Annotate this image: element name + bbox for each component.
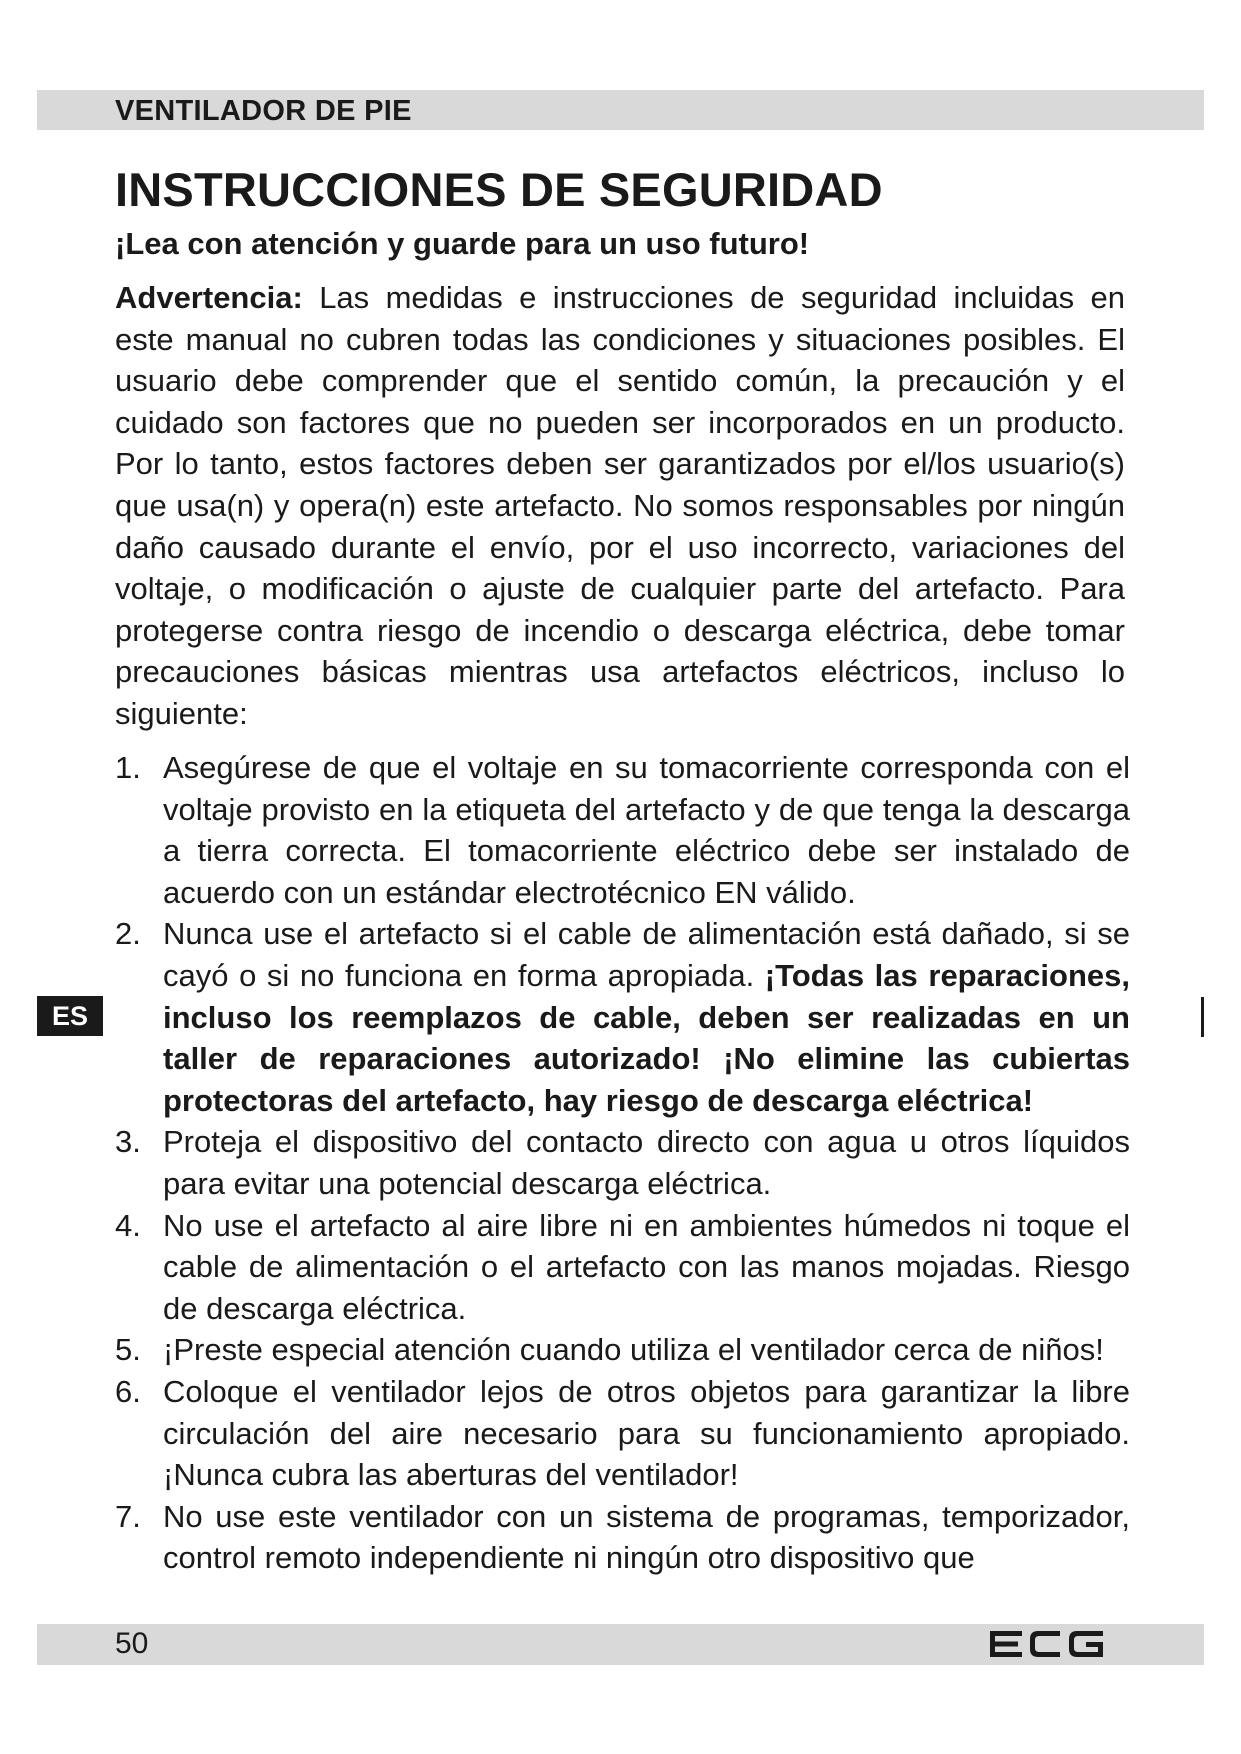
list-item-number: 1. (115, 750, 141, 785)
list-item-text: Asegúrese de que el voltaje en su tomacorriente corresponda con el voltaje provisto en la etiqueta del artefacto y de que tenga la descarga a tierra correcta. El tomacorriente eléctrico debe ser instalado de acuerdo con un estándar electrotécnico EN válido. (163, 750, 1130, 910)
page-subtitle: ¡Lea con atención y guarde para un uso futuro! (115, 226, 810, 261)
list-item (115, 1205, 1130, 1330)
list-item-text: No use el artefacto al aire libre ni en ambientes húmedos ni toque el cable de alimentación o el artefacto con las manos mojadas. Riesgo de descarga eléctrica. (163, 1207, 1130, 1326)
warning-text: Las medidas e instrucciones de seguridad incluidas en este manual no cubren todas las condiciones y situaciones posibles. El usuario debe comprender que el sentido común, la precaución y el cuidado son factores que no pueden ser incorporados en un producto. Por lo tanto, estos factores deben ser garantizados por el/los usuario(s) que usa(n) y opera(n) este artefacto. No somos responsables por ningún daño causado durante el envío, por el uso incorrecto, variaciones del voltaje, o modificación o ajuste de cualquier parte del artefacto. Para protegerse contra riesgo de incendio o descarga eléctrica, debe tomar precauciones básicas mientras usa artefactos eléctricos, incluso lo siguiente: (115, 280, 1125, 731)
language-tab: ES (37, 996, 103, 1036)
page-title: INSTRUCCIONES DE SEGURIDAD (115, 163, 883, 216)
list-item-number: 6. (115, 1373, 141, 1409)
list-item-number: 4. (115, 1207, 141, 1243)
list-item-text: Proteja el dispositivo del contacto directo con agua u otros líquidos para evitar una potencial descarga eléctrica. (163, 1124, 1130, 1201)
list-item-number: 5. (115, 1332, 141, 1368)
list-item-bold-warning: ¡Todas las reparaciones, incluso los reemplazos de cable, deben ser realizadas en un taller de reparaciones autorizado! ¡No elimine las cubiertas protectoras del artefacto, hay riesgo de descarga eléctrica! (163, 957, 1130, 1118)
list-item (115, 1496, 1130, 1579)
list-item-text: Coloque el ventilador lejos de otros objetos para garantizar la libre circulación del aire necesario para su funcionamiento apropiado. ¡Nunca cubra las aberturas del ventilador! (163, 1373, 1130, 1493)
list-item (115, 1121, 1130, 1204)
list-item (115, 1371, 1130, 1496)
list-item-text: ¡Preste especial atención cuando utiliza el ventilador cerca de niños! (163, 1332, 1104, 1368)
page-edge-marker (1201, 997, 1204, 1037)
warning-label: Advertencia: (115, 280, 303, 315)
section-header-title: VENTILADOR DE PIE (115, 95, 412, 127)
page-number: 50 (115, 1627, 149, 1660)
ecg-logo (990, 1629, 1105, 1659)
list-item-number: 3. (115, 1124, 141, 1160)
list-item-text: Nunca use el artefacto si el cable de alimentación está dañado, si se cayó o si no funciona en forma apropiada. (163, 916, 1130, 993)
list-item (115, 1329, 1130, 1371)
list-item-number: 2. (115, 916, 141, 952)
list-item-number: 7. (115, 1498, 141, 1534)
list-item (115, 913, 1130, 1121)
safety-rules-list (115, 747, 1130, 1579)
list-item-text: No use este ventilador con un sistema de programas, temporizador, control remoto independiente ni ningún otro dispositivo que (163, 1498, 1130, 1576)
warning-paragraph (115, 277, 1125, 735)
list-item (115, 747, 1130, 913)
